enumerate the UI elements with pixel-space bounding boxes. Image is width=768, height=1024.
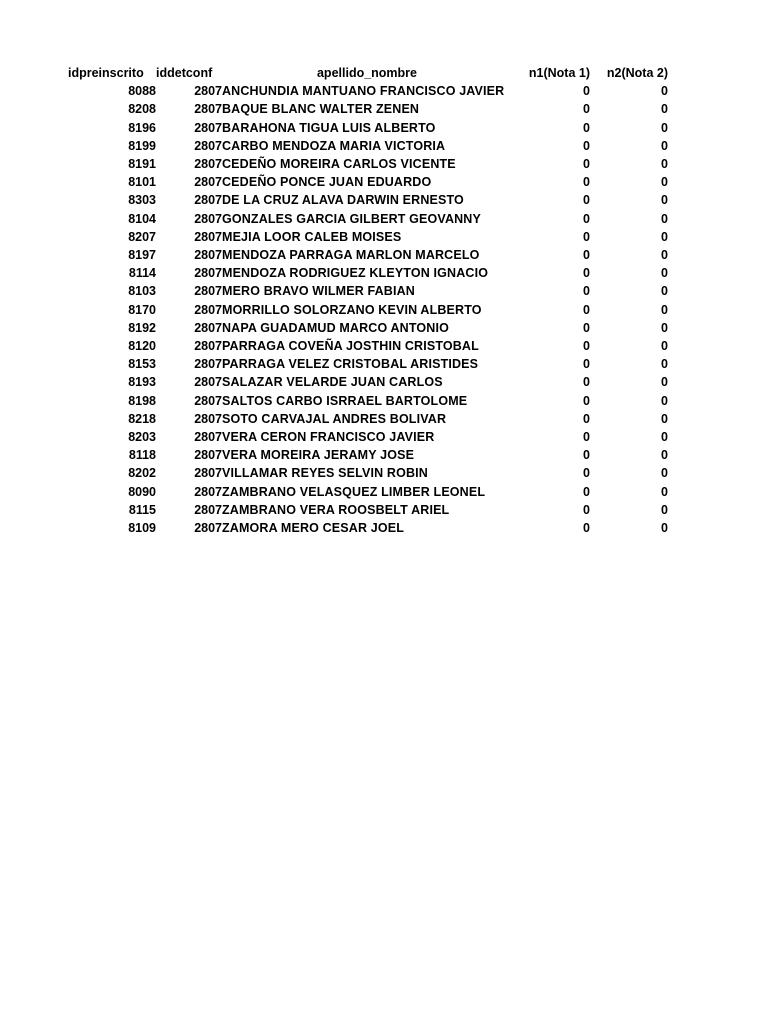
cell-iddetconf: 2807 xyxy=(194,157,222,172)
table-row xyxy=(68,82,668,100)
table-row xyxy=(68,464,668,482)
table-row xyxy=(68,210,668,228)
cell-nota-2: 0 xyxy=(661,430,668,445)
cell-nota-2: 0 xyxy=(661,193,668,208)
cell-iddetconf: 2807 xyxy=(194,502,222,517)
cell-nota-1: 0 xyxy=(583,357,590,372)
cell-nota-2: 0 xyxy=(661,357,668,372)
table-row xyxy=(68,373,668,391)
cell-apellido-nombre: DE LA CRUZ ALAVA DARWIN ERNESTO xyxy=(222,193,464,208)
header-idpreinscrito: idpreinscrito xyxy=(68,66,144,80)
cell-nota-1: 0 xyxy=(583,284,590,299)
cell-nota-1: 0 xyxy=(583,138,590,153)
cell-iddetconf: 2807 xyxy=(194,120,222,135)
header-iddetconf: iddetconf xyxy=(156,66,213,80)
cell-apellido-nombre: PARRAGA COVEÑA JOSTHIN CRISTOBAL xyxy=(222,339,479,354)
cell-apellido-nombre: ZAMBRANO VERA ROOSBELT ARIEL xyxy=(222,502,450,517)
grades-table xyxy=(68,64,668,537)
table-row xyxy=(68,119,668,137)
cell-apellido-nombre: VERA CERON FRANCISCO JAVIER xyxy=(222,430,435,445)
cell-nota-1: 0 xyxy=(583,193,590,208)
cell-nota-2: 0 xyxy=(661,484,668,499)
cell-nota-1: 0 xyxy=(583,248,590,263)
cell-nota-1: 0 xyxy=(583,320,590,335)
table-row xyxy=(68,519,668,537)
table-row xyxy=(68,410,668,428)
cell-idpreinscrito: 8088 xyxy=(128,84,156,99)
cell-nota-2: 0 xyxy=(661,411,668,426)
table-row xyxy=(68,501,668,519)
cell-idpreinscrito: 8153 xyxy=(128,357,156,372)
cell-iddetconf: 2807 xyxy=(194,284,222,299)
cell-nota-1: 0 xyxy=(583,339,590,354)
table-row xyxy=(68,100,668,118)
cell-apellido-nombre: ZAMBRANO VELASQUEZ LIMBER LEONEL xyxy=(222,484,486,499)
cell-iddetconf: 2807 xyxy=(194,430,222,445)
table-row xyxy=(68,483,668,501)
cell-nota-2: 0 xyxy=(661,120,668,135)
cell-idpreinscrito: 8198 xyxy=(128,393,156,408)
cell-iddetconf: 2807 xyxy=(194,339,222,354)
cell-idpreinscrito: 8207 xyxy=(128,229,156,244)
cell-nota-2: 0 xyxy=(661,84,668,99)
cell-idpreinscrito: 8202 xyxy=(128,466,156,481)
cell-iddetconf: 2807 xyxy=(194,302,222,317)
table-row xyxy=(68,282,668,300)
cell-nota-2: 0 xyxy=(661,284,668,299)
cell-nota-1: 0 xyxy=(583,521,590,536)
cell-nota-1: 0 xyxy=(583,466,590,481)
cell-nota-1: 0 xyxy=(583,302,590,317)
cell-idpreinscrito: 8203 xyxy=(128,430,156,445)
cell-nota-2: 0 xyxy=(661,266,668,281)
cell-nota-2: 0 xyxy=(661,393,668,408)
cell-iddetconf: 2807 xyxy=(194,357,222,372)
cell-nota-2: 0 xyxy=(661,102,668,117)
cell-iddetconf: 2807 xyxy=(194,411,222,426)
cell-nota-2: 0 xyxy=(661,138,668,153)
header-row xyxy=(68,64,668,82)
cell-idpreinscrito: 8208 xyxy=(128,102,156,117)
cell-nota-1: 0 xyxy=(583,120,590,135)
table-row xyxy=(68,319,668,337)
cell-nota-1: 0 xyxy=(583,430,590,445)
cell-nota-1: 0 xyxy=(583,266,590,281)
cell-idpreinscrito: 8103 xyxy=(128,284,156,299)
cell-apellido-nombre: ANCHUNDIA MANTUANO FRANCISCO JAVIER xyxy=(222,84,505,99)
cell-nota-2: 0 xyxy=(661,229,668,244)
cell-nota-1: 0 xyxy=(583,375,590,390)
cell-iddetconf: 2807 xyxy=(194,211,222,226)
cell-nota-2: 0 xyxy=(661,302,668,317)
header-apellido-nombre: apellido_nombre xyxy=(316,66,418,80)
cell-idpreinscrito: 8192 xyxy=(128,320,156,335)
cell-iddetconf: 2807 xyxy=(194,375,222,390)
table-row xyxy=(68,446,668,464)
table-row xyxy=(68,173,668,191)
cell-idpreinscrito: 8196 xyxy=(128,120,156,135)
table-body xyxy=(68,82,668,537)
cell-nota-2: 0 xyxy=(661,466,668,481)
header-nota-1: n1(Nota 1) xyxy=(528,66,590,80)
cell-nota-2: 0 xyxy=(661,375,668,390)
table-row xyxy=(68,191,668,209)
cell-nota-2: 0 xyxy=(661,211,668,226)
cell-iddetconf: 2807 xyxy=(194,248,222,263)
cell-apellido-nombre: CEDEÑO MOREIRA CARLOS VICENTE xyxy=(222,157,456,172)
cell-nota-1: 0 xyxy=(583,448,590,463)
cell-apellido-nombre: PARRAGA VELEZ CRISTOBAL ARISTIDES xyxy=(222,357,479,372)
cell-nota-2: 0 xyxy=(661,521,668,536)
cell-apellido-nombre: MEJIA LOOR CALEB MOISES xyxy=(222,229,402,244)
table-row xyxy=(68,228,668,246)
cell-apellido-nombre: MENDOZA PARRAGA MARLON MARCELO xyxy=(222,248,480,263)
header-nota-2: n2(Nota 2) xyxy=(606,66,668,80)
cell-idpreinscrito: 8218 xyxy=(128,411,156,426)
cell-apellido-nombre: CEDEÑO PONCE JUAN EDUARDO xyxy=(222,175,432,190)
cell-apellido-nombre: VILLAMAR REYES SELVIN ROBIN xyxy=(222,466,428,481)
cell-idpreinscrito: 8109 xyxy=(128,521,156,536)
cell-iddetconf: 2807 xyxy=(194,393,222,408)
cell-iddetconf: 2807 xyxy=(194,448,222,463)
cell-iddetconf: 2807 xyxy=(194,84,222,99)
cell-apellido-nombre: VERA MOREIRA JERAMY JOSE xyxy=(222,448,415,463)
cell-nota-1: 0 xyxy=(583,211,590,226)
cell-idpreinscrito: 8199 xyxy=(128,138,156,153)
table-row xyxy=(68,246,668,264)
cell-nota-2: 0 xyxy=(661,157,668,172)
cell-iddetconf: 2807 xyxy=(194,175,222,190)
cell-nota-1: 0 xyxy=(583,484,590,499)
cell-apellido-nombre: SALAZAR VELARDE JUAN CARLOS xyxy=(222,375,443,390)
cell-nota-2: 0 xyxy=(661,448,668,463)
cell-iddetconf: 2807 xyxy=(194,193,222,208)
cell-apellido-nombre: BAQUE BLANC WALTER ZENEN xyxy=(222,102,420,117)
cell-iddetconf: 2807 xyxy=(194,521,222,536)
table-row xyxy=(68,337,668,355)
table-row xyxy=(68,428,668,446)
cell-apellido-nombre: SOTO CARVAJAL ANDRES BOLIVAR xyxy=(222,411,447,426)
cell-idpreinscrito: 8197 xyxy=(128,248,156,263)
cell-idpreinscrito: 8170 xyxy=(128,302,156,317)
cell-idpreinscrito: 8114 xyxy=(128,266,156,281)
cell-apellido-nombre: BARAHONA TIGUA LUIS ALBERTO xyxy=(222,120,436,135)
cell-nota-1: 0 xyxy=(583,84,590,99)
cell-idpreinscrito: 8120 xyxy=(128,339,156,354)
cell-nota-1: 0 xyxy=(583,411,590,426)
cell-apellido-nombre: ZAMORA MERO CESAR JOEL xyxy=(222,521,405,536)
cell-nota-1: 0 xyxy=(583,502,590,517)
table-row xyxy=(68,137,668,155)
cell-iddetconf: 2807 xyxy=(194,320,222,335)
cell-apellido-nombre: SALTOS CARBO ISRRAEL BARTOLOME xyxy=(222,393,468,408)
table-row xyxy=(68,264,668,282)
cell-nota-2: 0 xyxy=(661,320,668,335)
cell-iddetconf: 2807 xyxy=(194,466,222,481)
cell-idpreinscrito: 8104 xyxy=(128,211,156,226)
cell-nota-2: 0 xyxy=(661,339,668,354)
cell-idpreinscrito: 8118 xyxy=(128,448,156,463)
cell-iddetconf: 2807 xyxy=(194,484,222,499)
cell-nota-2: 0 xyxy=(661,502,668,517)
table-row xyxy=(68,392,668,410)
cell-nota-1: 0 xyxy=(583,229,590,244)
cell-iddetconf: 2807 xyxy=(194,229,222,244)
cell-idpreinscrito: 8090 xyxy=(128,484,156,499)
table-row xyxy=(68,301,668,319)
cell-nota-1: 0 xyxy=(583,157,590,172)
cell-apellido-nombre: MERO BRAVO WILMER FABIAN xyxy=(222,284,415,299)
cell-nota-2: 0 xyxy=(661,175,668,190)
cell-apellido-nombre: CARBO MENDOZA MARIA VICTORIA xyxy=(222,138,446,153)
table-row xyxy=(68,355,668,373)
cell-idpreinscrito: 8303 xyxy=(128,193,156,208)
cell-nota-1: 0 xyxy=(583,393,590,408)
cell-idpreinscrito: 8191 xyxy=(128,157,156,172)
cell-nota-1: 0 xyxy=(583,175,590,190)
cell-nota-2: 0 xyxy=(661,248,668,263)
cell-iddetconf: 2807 xyxy=(194,102,222,117)
cell-apellido-nombre: MORRILLO SOLORZANO KEVIN ALBERTO xyxy=(222,302,482,317)
cell-apellido-nombre: MENDOZA RODRIGUEZ KLEYTON IGNACIO xyxy=(222,266,489,281)
cell-idpreinscrito: 8101 xyxy=(128,175,156,190)
cell-apellido-nombre: NAPA GUADAMUD MARCO ANTONIO xyxy=(222,320,449,335)
table-row xyxy=(68,155,668,173)
cell-nota-1: 0 xyxy=(583,102,590,117)
cell-iddetconf: 2807 xyxy=(194,266,222,281)
cell-iddetconf: 2807 xyxy=(194,138,222,153)
cell-idpreinscrito: 8193 xyxy=(128,375,156,390)
cell-apellido-nombre: GONZALES GARCIA GILBERT GEOVANNY xyxy=(222,211,481,226)
cell-idpreinscrito: 8115 xyxy=(128,502,156,517)
